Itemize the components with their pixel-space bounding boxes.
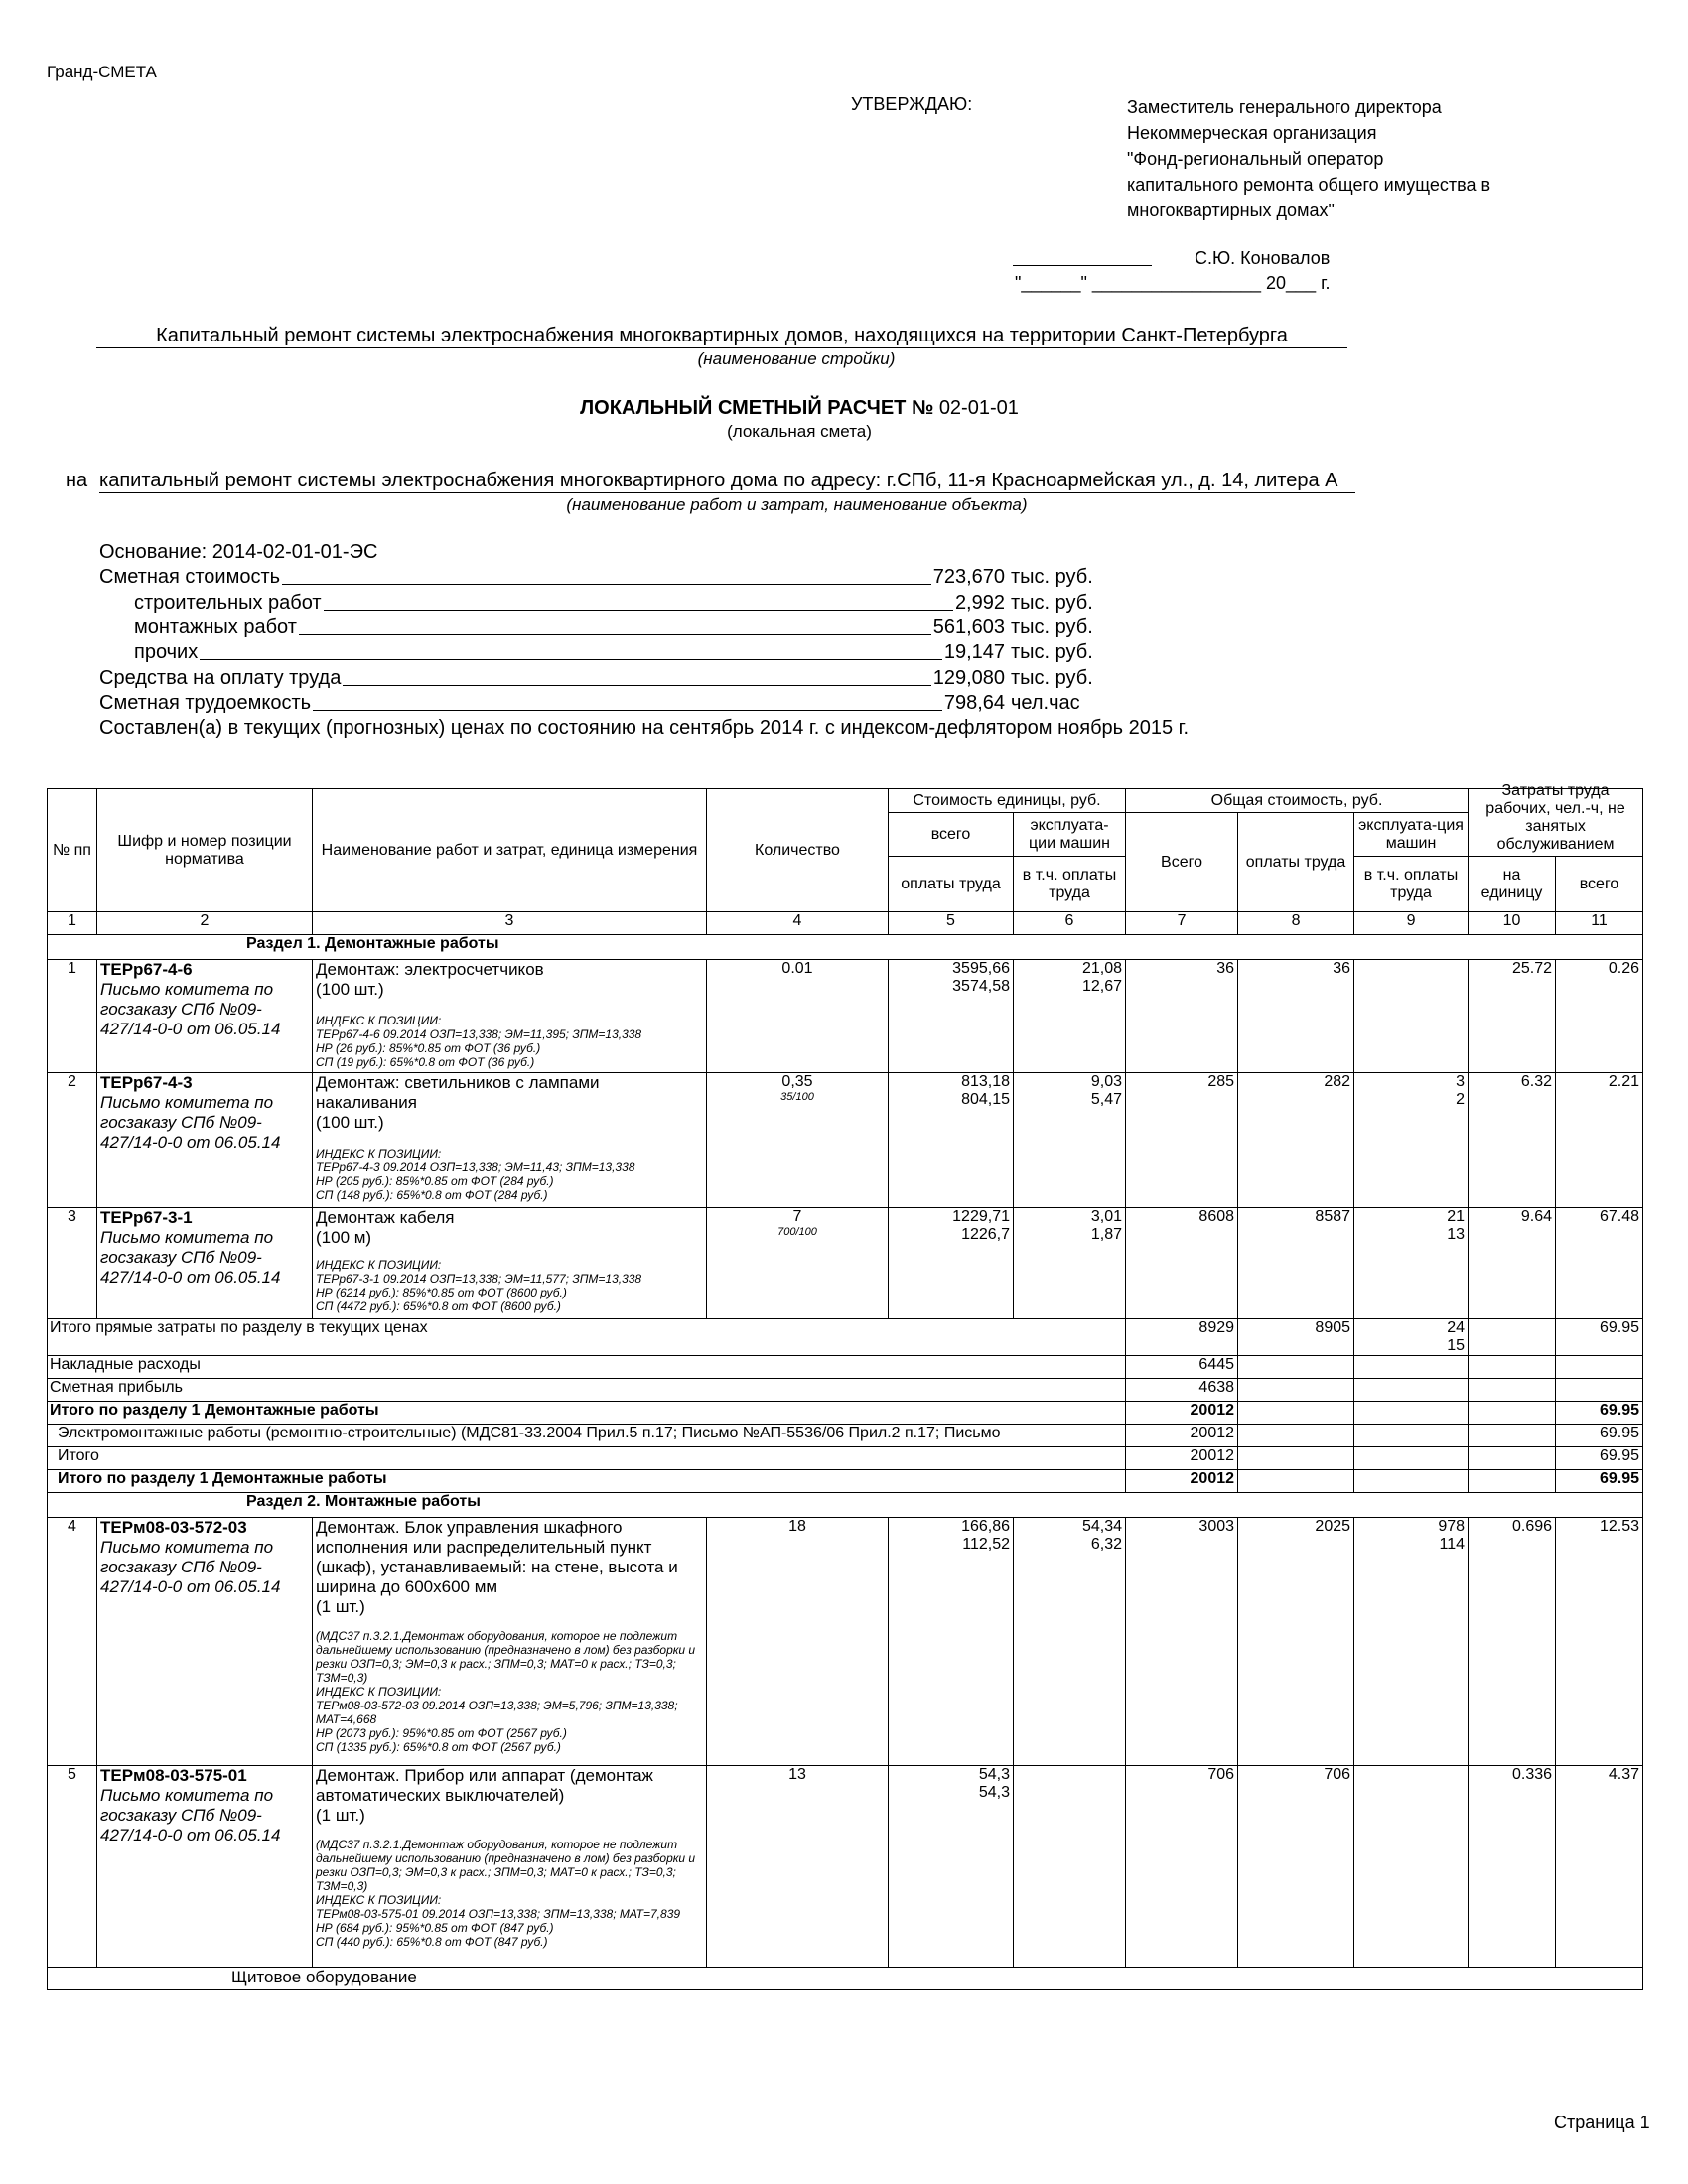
summary-label: монтажных работ: [134, 616, 297, 638]
estimate-title-text: ЛОКАЛЬНЫЙ СМЕТНЫЙ РАСЧЕТ №: [580, 397, 934, 419]
code-cell: [97, 1766, 313, 1968]
note-line: ТЕРм08-03-575-01 09.2014 ОЗП=13,338; ЗПМ=13,338; МАТ=7,839: [316, 1907, 681, 1921]
summary-unit: тыс. руб.: [1011, 667, 1093, 689]
value: 21,08: [1081, 960, 1123, 977]
summary-row: [134, 639, 1102, 664]
header-per-unit: на единицу: [1469, 857, 1556, 912]
approver-line: Заместитель генерального директора: [1127, 97, 1442, 117]
work-unit: (1 шт.): [316, 1597, 365, 1616]
summary-value: 19,147: [943, 641, 1005, 663]
total-labor: 69.95: [1556, 1319, 1643, 1356]
note-line: НР (205 руб.): 85%*0.85 от ФОТ (284 руб.): [316, 1174, 554, 1188]
value: 1226,7: [961, 1226, 1010, 1243]
table-row: [48, 1518, 1643, 1766]
qty-cell: [707, 1766, 889, 1968]
estimate-table: [47, 781, 1643, 1990]
value: 21: [1447, 1208, 1466, 1225]
labor-unit-cell: 0.696: [1469, 1518, 1556, 1766]
letter-ref: Письмо комитета по госзаказу СПб №09-427/14-0-0 от 06.05.14: [100, 1228, 281, 1287]
col-number: 11: [1556, 912, 1643, 935]
total-value: 20012: [1126, 1470, 1238, 1493]
col-number: 8: [1238, 912, 1354, 935]
construction-caption: (наименование стройки): [697, 349, 896, 368]
note-line: СП (148 руб.): 65%*0.8 от ФОТ (284 руб.): [316, 1188, 548, 1202]
mach-cell: [1354, 1208, 1469, 1319]
note-line: СП (440 руб.): 65%*0.8 от ФОТ (847 руб.): [316, 1935, 548, 1949]
summary-row: [134, 614, 1102, 639]
code-cell: [97, 960, 313, 1073]
work-name: Демонтаж кабеля: [316, 1208, 455, 1227]
qty-formula: 35/100: [780, 1091, 814, 1103]
total-labor: 69.95: [1556, 1447, 1643, 1470]
name-cell: [313, 1518, 707, 1766]
estimate-subtitle: (локальная смета): [727, 422, 872, 441]
qty-cell: [707, 1073, 889, 1208]
approver-line: "Фонд-региональный оператор: [1127, 149, 1384, 169]
construction-name: Капитальный ремонт системы электроснабжения многоквартирных домов, находящихся на территории Санкт-Петербурга: [96, 325, 1347, 348]
value: 112,52: [962, 1536, 1010, 1553]
value: 1,87: [1090, 1226, 1123, 1243]
subheader: Щитовое оборудование: [48, 1968, 1643, 1990]
mach-cell: [1354, 1766, 1469, 1968]
qty-formula: 700/100: [777, 1226, 817, 1238]
unit-mach-cell: [1014, 1073, 1126, 1208]
note-line: ИНДЕКС К ПОЗИЦИИ:: [316, 1893, 442, 1907]
note-line: ТЕРр67-3-1 09.2014 ОЗП=13,338; ЭМ=11,577; ЗПМ=13,338: [316, 1272, 642, 1286]
qty: 7: [792, 1208, 802, 1225]
total-row: [48, 1379, 1643, 1402]
column-numbers: [48, 912, 1643, 935]
value: 114: [1439, 1536, 1466, 1553]
header-total-cost: Общая стоимость, руб.: [1126, 789, 1469, 813]
table-row: [48, 1208, 1643, 1319]
summary-row: [99, 690, 1102, 715]
value: 12,67: [1081, 978, 1123, 995]
approver-line: Некоммерческая организация: [1127, 123, 1377, 143]
value: 6,32: [1090, 1536, 1123, 1553]
summary-unit: тыс. руб.: [1011, 616, 1093, 638]
object-caption: (наименование работ и затрат, наименование объекта): [566, 495, 1028, 514]
basis: Основание: 2014-02-01-01-ЭС: [99, 541, 378, 563]
value: 166,86: [961, 1518, 1010, 1535]
header-wage: оплаты труда: [889, 857, 1014, 912]
header-wage2: оплаты труда: [1238, 813, 1354, 912]
col-number: 2: [97, 912, 313, 935]
header-mach: эксплуата-ции машин: [1014, 813, 1126, 857]
summary-value: 129,080: [932, 667, 1005, 689]
value: 54,3: [978, 1766, 1010, 1783]
labor-total-cell: 67.48: [1556, 1208, 1643, 1319]
table-row: [48, 1766, 1643, 1968]
total-cell: 8608: [1126, 1208, 1238, 1319]
value: 15: [1447, 1337, 1466, 1354]
unit-all-cell: [889, 960, 1014, 1073]
table-row: [48, 1073, 1643, 1208]
summary-label: Средства на оплату труда: [99, 667, 342, 689]
mach-cell: [1354, 1518, 1469, 1766]
total-value: 8929: [1126, 1319, 1238, 1356]
total-cell: 3003: [1126, 1518, 1238, 1766]
summary-label: строительных работ: [134, 592, 322, 614]
total-row: [48, 1402, 1643, 1425]
signature-name: С.Ю. Коновалов: [1195, 248, 1331, 268]
date-line: "______" _________________ 20___ г.: [1015, 273, 1331, 293]
header-name: Наименование работ и затрат, единица измерения: [313, 789, 707, 912]
wage-cell: 282: [1238, 1073, 1354, 1208]
note-line: НР (684 руб.): 95%*0.85 от ФОТ (847 руб.): [316, 1921, 554, 1935]
qty: 0.01: [781, 960, 813, 977]
table-row: [48, 960, 1643, 1073]
unit-all-cell: [889, 1518, 1014, 1766]
header-total2: всего: [1556, 857, 1643, 912]
labor-total-cell: 0.26: [1556, 960, 1643, 1073]
total-cell: 706: [1126, 1766, 1238, 1968]
header-labor: [1469, 781, 1643, 857]
note-line: ТЕРм08-03-572-03 09.2014 ОЗП=13,338; ЭМ=5,796; ЗПМ=13,338; МАТ=4,668: [316, 1699, 678, 1726]
total-label: Электромонтажные работы (ремонтно-строительные) (МДС81-33.2004 Прил.5 п.17; Письмо №АП-5536/06 Прил.2 п.17; Письмо: [48, 1425, 1126, 1447]
labor-total-cell: 12.53: [1556, 1518, 1643, 1766]
value: 3574,58: [952, 978, 1010, 995]
total-label: Сметная прибыль: [48, 1379, 1126, 1402]
signature-line: [1013, 265, 1152, 266]
col-number: 9: [1354, 912, 1469, 935]
norm-code: ТЕРр67-4-6: [100, 960, 193, 979]
header-qty: Количество: [707, 789, 889, 912]
work-name: Демонтаж. Прибор или аппарат (демонтаж автоматических выключателей): [316, 1766, 653, 1805]
note-line: ИНДЕКС К ПОЗИЦИИ:: [316, 1258, 442, 1272]
header-unit-cost: Стоимость единицы, руб.: [889, 789, 1126, 813]
note-line: НР (2073 руб.): 95%*0.85 от ФОТ (2567 руб.): [316, 1726, 567, 1740]
note-line: СП (1335 руб.): 65%*0.8 от ФОТ (2567 руб.): [316, 1740, 561, 1754]
compiled-note: Составлен(а) в текущих (прогнозных) ценах по состоянию на сентябрь 2014 г. с индексом-дефлятором ноябрь 2015 г.: [99, 717, 1190, 739]
total-label: Накладные расходы: [48, 1356, 1126, 1379]
summary-value: 561,603: [932, 616, 1005, 638]
total-row: [48, 1319, 1643, 1356]
value: 1229,71: [952, 1208, 1010, 1225]
value: 5,47: [1090, 1091, 1123, 1108]
note-line: ТЕРр67-4-6 09.2014 ОЗП=13,338; ЭМ=11,395; ЗПМ=13,338: [316, 1027, 642, 1041]
wage-cell: 8587: [1238, 1208, 1354, 1319]
unit-all-cell: [889, 1766, 1014, 1968]
total-value: 4638: [1126, 1379, 1238, 1402]
work-name: Демонтаж: светильников с лампами накаливания: [316, 1073, 600, 1112]
total-row: [48, 1356, 1643, 1379]
col-number: 6: [1014, 912, 1126, 935]
total-label: Итого прямые затраты по разделу в текущих ценах: [48, 1319, 1126, 1356]
labor-unit-cell: 9.64: [1469, 1208, 1556, 1319]
value: 3595,66: [952, 960, 1010, 977]
unit-mach-cell: [1014, 1208, 1126, 1319]
summary-row: [99, 564, 1102, 589]
col-number: 5: [889, 912, 1014, 935]
header-mach2: эксплуата-ция машин: [1354, 813, 1469, 857]
norm-code: ТЕРр67-3-1: [100, 1208, 193, 1227]
code-cell: [97, 1208, 313, 1319]
header-labor-text: Затраты труда рабочих, чел.-ч, не занятых обслуживанием: [1485, 781, 1625, 853]
mach-cell: [1354, 960, 1469, 1073]
header-code: Шифр и номер позиции норматива: [97, 789, 313, 912]
value: 9,03: [1090, 1073, 1123, 1090]
name-cell: [313, 960, 707, 1073]
wage-cell: 2025: [1238, 1518, 1354, 1766]
header-incl-wage: в т.ч. оплаты труда: [1014, 857, 1126, 912]
value: 54,34: [1081, 1518, 1123, 1535]
wage-cell: 706: [1238, 1766, 1354, 1968]
work-unit: (100 м): [316, 1228, 372, 1247]
labor-total-cell: 2.21: [1556, 1073, 1643, 1208]
col-number: 1: [48, 912, 97, 935]
value: 54,3: [978, 1784, 1010, 1801]
summary-unit: тыс. руб.: [1011, 592, 1093, 614]
summary-row: [134, 590, 1102, 614]
labor-unit-cell: 0.336: [1469, 1766, 1556, 1968]
header-incl-wage2: в т.ч. оплаты труда: [1354, 857, 1469, 912]
subheader-row: [48, 1968, 1643, 1990]
estimate-number: 02-01-01: [938, 397, 1019, 419]
total-value: 6445: [1126, 1356, 1238, 1379]
qty-cell: [707, 1518, 889, 1766]
program-name: Гранд-СМЕТА: [47, 63, 157, 81]
note-line: НР (26 руб.): 85%*0.85 от ФОТ (36 руб.): [316, 1041, 541, 1055]
note-line: СП (4472 руб.): 65%*0.8 от ФОТ (8600 руб.): [316, 1299, 561, 1313]
unit-mach-cell: [1014, 1518, 1126, 1766]
approve-label: УТВЕРЖДАЮ:: [851, 94, 973, 114]
unit-mach-cell: [1014, 1766, 1126, 1968]
header-total: Всего: [1126, 813, 1238, 912]
row-number: 4: [48, 1518, 97, 1766]
total-label: Итого по разделу 1 Демонтажные работы: [48, 1402, 1126, 1425]
total-labor: 69.95: [1556, 1425, 1643, 1447]
total-row: [48, 1447, 1643, 1470]
unit-all-cell: [889, 1208, 1014, 1319]
approver-block: [1127, 94, 1490, 223]
value: 813,18: [961, 1073, 1010, 1090]
row-number: 2: [48, 1073, 97, 1208]
work-name: Демонтаж. Блок управления шкафного исполнения или распределительный пункт (шкаф), устанавливаемый: на стене, высота и ширина до 600х600 мм: [316, 1518, 678, 1596]
summary-unit: тыс. руб.: [1011, 566, 1093, 588]
note-line: НР (6214 руб.): 85%*0.85 от ФОТ (8600 руб.): [316, 1286, 567, 1299]
total-row: [48, 1425, 1643, 1447]
name-cell: [313, 1766, 707, 1968]
col-number: 4: [707, 912, 889, 935]
summary-label: Сметная трудоемкость: [99, 692, 312, 714]
row-number: 1: [48, 960, 97, 1073]
section-title: Раздел 1. Демонтажные работы: [48, 935, 1643, 960]
work-unit: (100 шт.): [316, 980, 384, 999]
total-row: [48, 1470, 1643, 1493]
qty: 18: [788, 1518, 806, 1535]
qty: 13: [788, 1766, 806, 1783]
total-cell: 285: [1126, 1073, 1238, 1208]
name-cell: [313, 1073, 707, 1208]
summary-row: [99, 665, 1102, 690]
header-all: всего: [889, 813, 1014, 857]
summary-label: Сметная стоимость: [99, 566, 281, 588]
qty: 0,35: [781, 1073, 813, 1090]
labor-unit-cell: 6.32: [1469, 1073, 1556, 1208]
total-cell: 36: [1126, 960, 1238, 1073]
section-title: Раздел 2. Монтажные работы: [48, 1493, 1643, 1518]
page-number: Страница 1: [1554, 2113, 1650, 2132]
note-line: ИНДЕКС К ПОЗИЦИИ:: [316, 1685, 442, 1699]
letter-ref: Письмо комитета по госзаказу СПб №09-427/14-0-0 от 06.05.14: [100, 1786, 281, 1844]
row-number: 3: [48, 1208, 97, 1319]
work-name: Демонтаж: электросчетчиков: [316, 960, 544, 979]
col-number: 3: [313, 912, 707, 935]
letter-ref: Письмо комитета по госзаказу СПб №09-427/14-0-0 от 06.05.14: [100, 1538, 281, 1596]
mach-cell: [1354, 1073, 1469, 1208]
header-npp: № пп: [48, 789, 97, 912]
note-line: ИНДЕКС К ПОЗИЦИИ:: [316, 1147, 442, 1160]
work-unit: (100 шт.): [316, 1113, 384, 1132]
summary-value: 798,64: [943, 692, 1005, 714]
estimate-object: капитальный ремонт системы электроснабжения многоквартирного дома по адресу: г.СПб, 11-я Красноармейская ул., д. 14, литера А: [99, 470, 1355, 493]
value: 2: [1456, 1091, 1466, 1108]
letter-ref: Письмо комитета по госзаказу СПб №09-427/14-0-0 от 06.05.14: [100, 980, 281, 1038]
total-label: Итого по разделу 1 Демонтажные работы: [48, 1470, 1126, 1493]
norm-code: ТЕРм08-03-572-03: [100, 1518, 247, 1537]
approver-line: многоквартирных домах": [1127, 201, 1335, 220]
total-labor: 69.95: [1556, 1402, 1643, 1425]
total-label: Итого: [48, 1447, 1126, 1470]
qty-cell: [707, 1208, 889, 1319]
col-number: 10: [1469, 912, 1556, 935]
note-line: ИНДЕКС К ПОЗИЦИИ:: [316, 1014, 442, 1027]
summary-value: 723,670: [932, 566, 1005, 588]
labor-total-cell: 4.37: [1556, 1766, 1643, 1968]
code-cell: [97, 1518, 313, 1766]
note-line: СП (19 руб.): 65%*0.8 от ФОТ (36 руб.): [316, 1055, 535, 1069]
total-labor: 69.95: [1556, 1470, 1643, 1493]
value: 3: [1456, 1073, 1466, 1090]
value: 978: [1438, 1518, 1466, 1535]
summary-value: 2,992: [954, 592, 1005, 614]
value: 3,01: [1090, 1208, 1123, 1225]
total-value: 20012: [1126, 1447, 1238, 1470]
unit-all-cell: [889, 1073, 1014, 1208]
value: 13: [1447, 1226, 1466, 1243]
letter-ref: Письмо комитета по госзаказу СПб №09-427/14-0-0 от 06.05.14: [100, 1093, 281, 1152]
note-line: (МДС37 п.3.2.1.Демонтаж оборудования, которое не подлежит дальнейшему использованию (предназначено в лом) без разборки и резки ОЗП=0,3; ЭМ=0,3 к расх.; ЗПМ=0,3; МАТ=0 к расх.; ТЗ=0,3; ТЗМ=0,3): [316, 1838, 696, 1893]
value: 804,15: [961, 1091, 1010, 1108]
total-value: 20012: [1126, 1425, 1238, 1447]
wage-cell: 36: [1238, 960, 1354, 1073]
total-mach: [1354, 1319, 1469, 1356]
on-label: на: [66, 470, 88, 491]
total-value: 20012: [1126, 1402, 1238, 1425]
col-number: 7: [1126, 912, 1238, 935]
note-line: ТЕРр67-4-3 09.2014 ОЗП=13,338; ЭМ=11,43; ЗПМ=13,338: [316, 1160, 635, 1174]
code-cell: [97, 1073, 313, 1208]
approver-line: капитального ремонта общего имущества в: [1127, 175, 1491, 195]
norm-code: ТЕРр67-4-3: [100, 1073, 193, 1092]
value: 24: [1447, 1319, 1466, 1336]
total-wage: 8905: [1238, 1319, 1354, 1356]
qty-cell: [707, 960, 889, 1073]
norm-code: ТЕРм08-03-575-01: [100, 1766, 247, 1785]
summary-unit: тыс. руб.: [1011, 641, 1093, 663]
note-line: (МДС37 п.3.2.1.Демонтаж оборудования, которое не подлежит дальнейшему использованию (предназначено в лом) без разборки и резки ОЗП=0,3; ЭМ=0,3 к расх.; ЗПМ=0,3; МАТ=0 к расх.; ТЗ=0,3; ТЗМ=0,3): [316, 1629, 696, 1685]
row-number: 5: [48, 1766, 97, 1968]
labor-unit-cell: 25.72: [1469, 960, 1556, 1073]
name-cell: [313, 1208, 707, 1319]
estimate-title: [0, 397, 1599, 420]
summary-label: прочих: [134, 641, 199, 663]
work-unit: (1 шт.): [316, 1806, 365, 1825]
summary-unit: чел.час: [1011, 692, 1080, 714]
unit-mach-cell: [1014, 960, 1126, 1073]
